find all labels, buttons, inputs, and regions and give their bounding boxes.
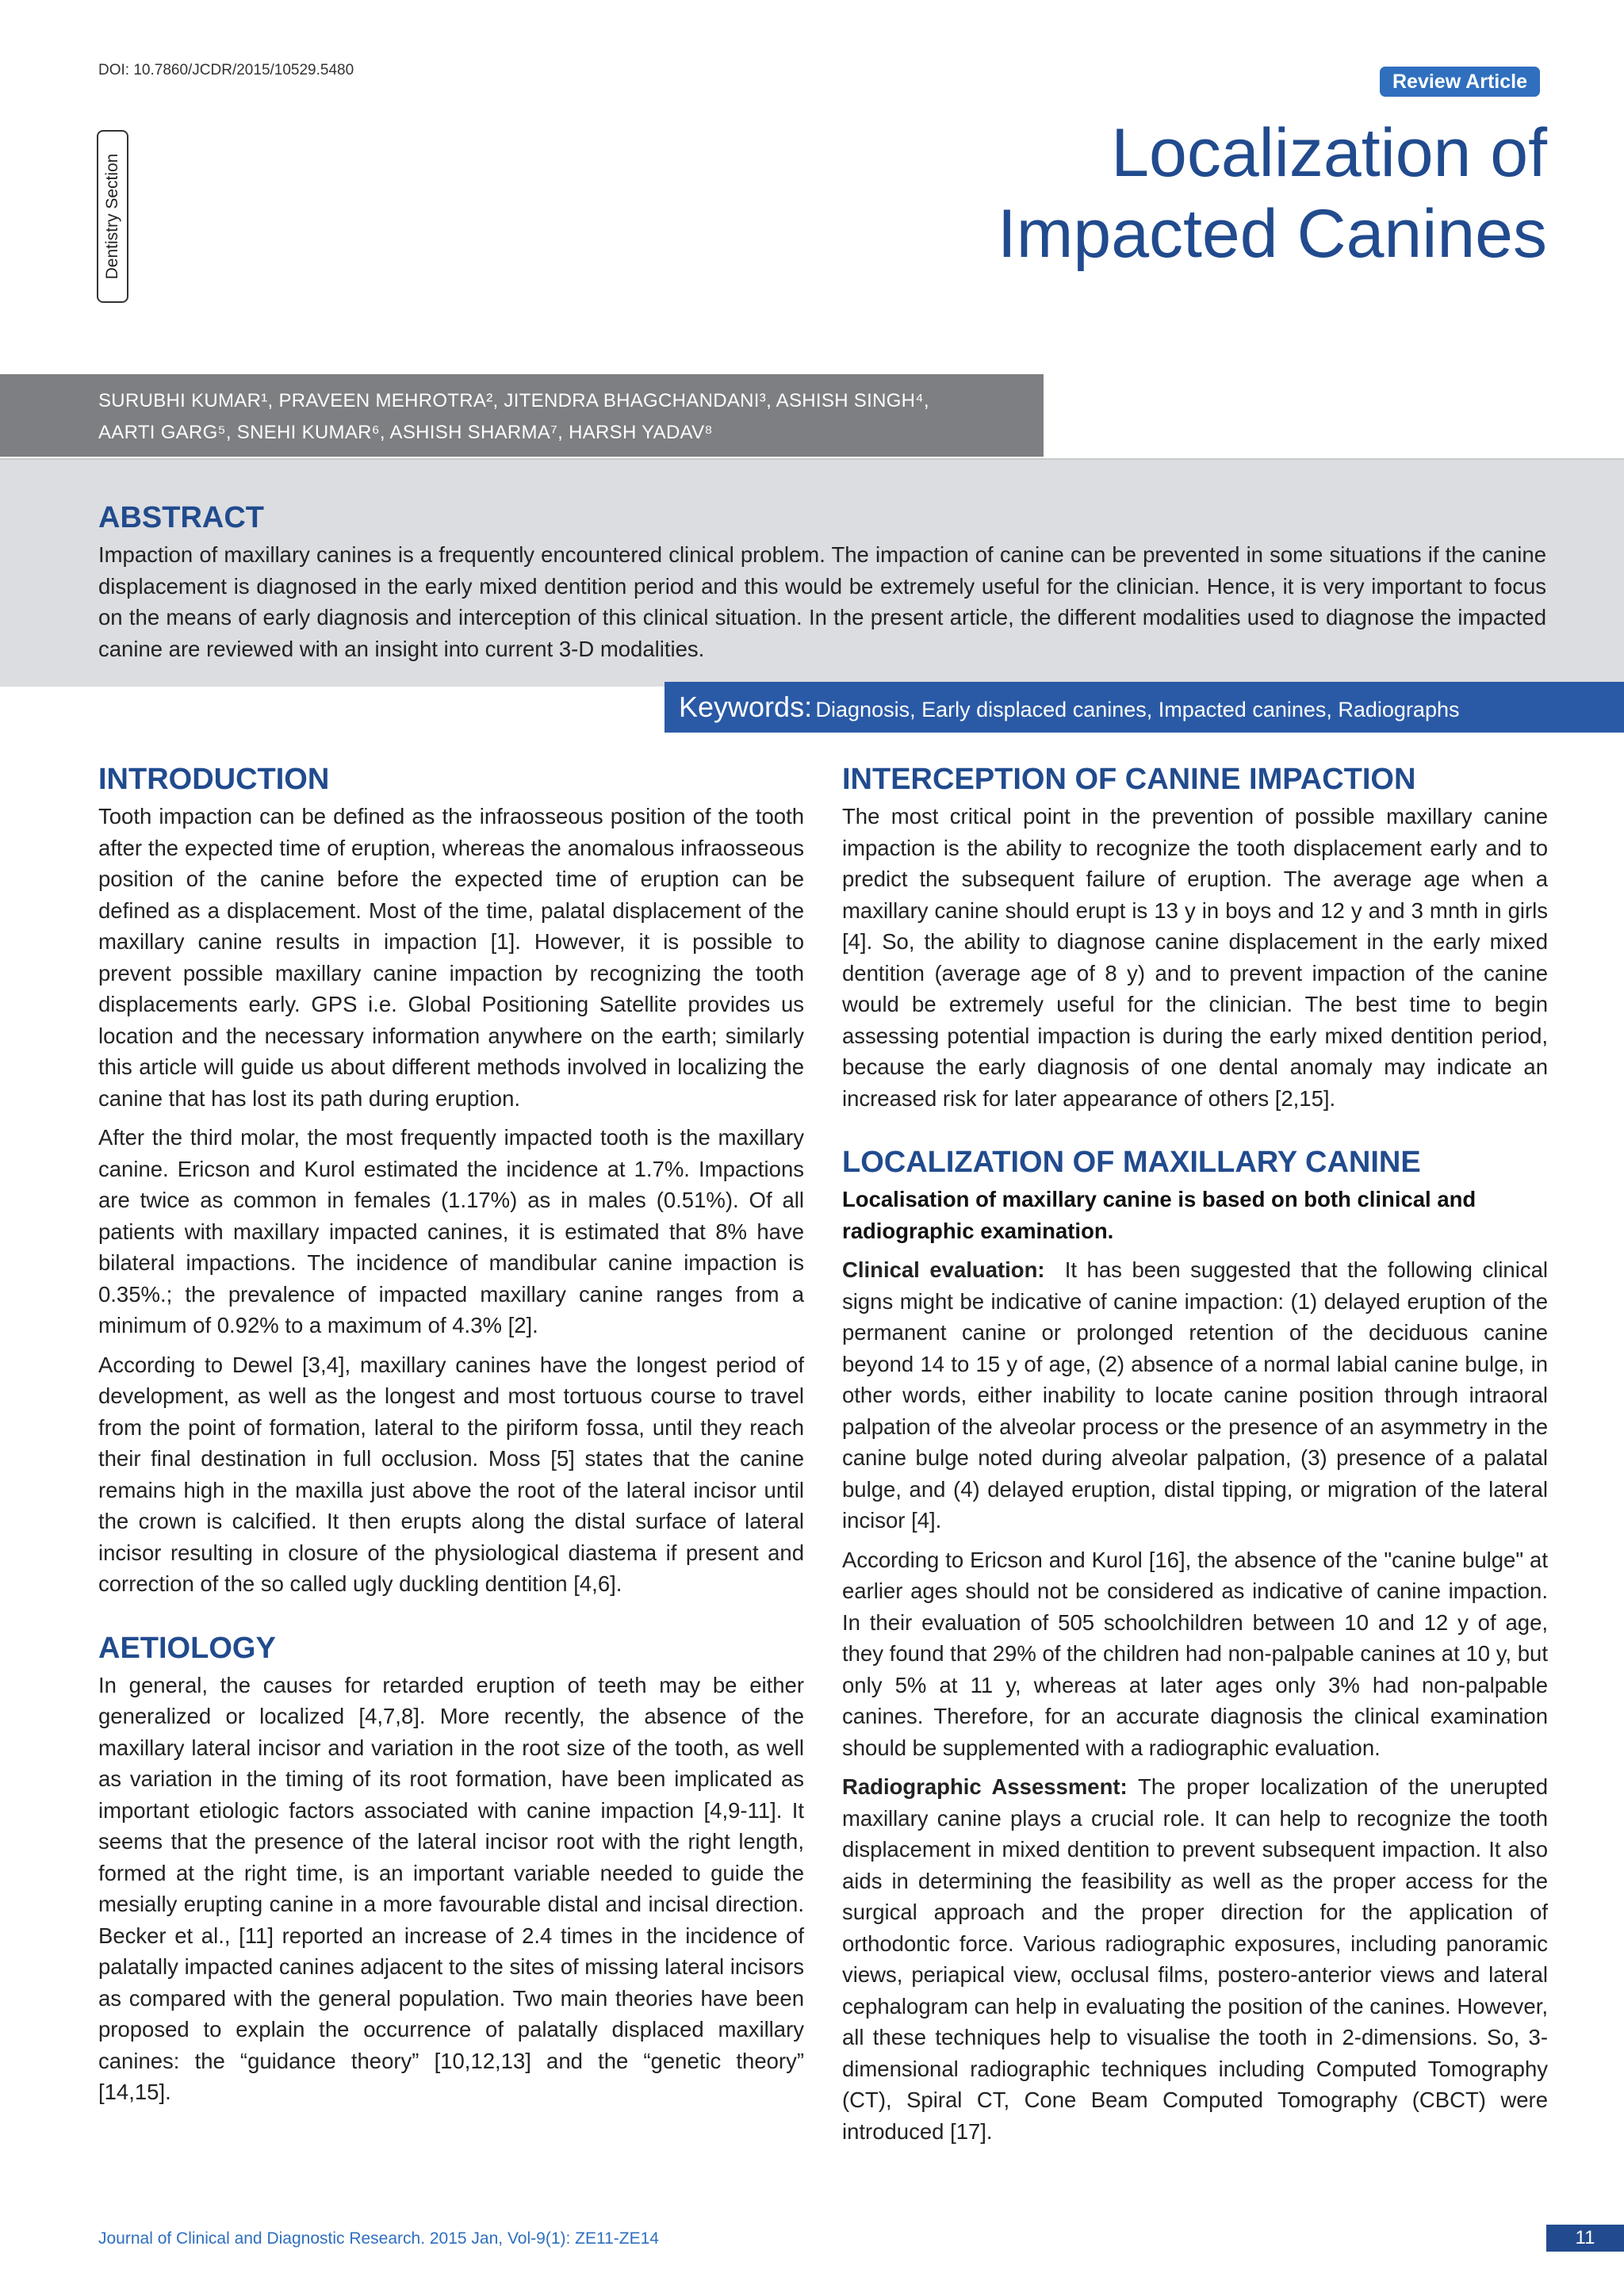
- page-number: 11: [1546, 2225, 1624, 2252]
- introduction-paragraph-3: According to Dewel [3,4], maxillary canines have the longest period of development, as well as the longest and most tortuous course to travel from the point of formation, lateral to the piriform fossa, until they reach their final destination in full occlusion. Moss [5] states that the canine remains high in the maxilla just above the root of the lateral incisor until the crown is calcified. It then erupts along the distal surface of lateral incisor resulting in closure of the physiological diastema if present and correction of the so called ugly duckling dentition [4,6].: [98, 1352, 804, 1596]
- localization-paragraph-2: According to Ericson and Kurol [16], the absence of the "canine bulge" at earlier ages should not be considered as indicative of canine impaction. In their evaluation of 505 schoolchildren between 10 and 12 y of age, they found that 29% of the children had non-palpable canines at 10 y, but only 5% at 11 y, whereas at later ages only 3% had non-palpable canines. Therefore, for an accurate diagnosis the clinical examination should be supplemented with a radiographic evaluation.: [842, 1547, 1548, 1760]
- article-type-badge: Review Article: [1380, 67, 1540, 97]
- article-title: [998, 113, 1547, 274]
- authors-line-1: SURUBHI KUMAR¹, PRAVEEN MEHROTRA², JITENDRA BHAGCHANDANI³, ASHISH SINGH⁴,: [98, 390, 929, 411]
- clinical-evaluation-label: Clinical evaluation:: [842, 1257, 1045, 1282]
- doi: DOI: 10.7860/JCDR/2015/10529.5480: [98, 62, 354, 78]
- introduction-heading: INTRODUCTION: [98, 763, 330, 796]
- right-column: [842, 761, 1548, 2155]
- section-label: Dentistry Section: [103, 153, 121, 280]
- introduction-paragraph-1: Tooth impaction can be defined as the infraosseous position of the tooth after the expected time of eruption, whereas the anomalous infraosseous position of the canine before the expected time of eruption can be defined as a displacement. Most of the time, palatal displacement of the maxillary canine results in impaction [1]. However, it is possible to prevent possible maxillary canine impaction by recognizing the tooth displacements early. GPS i.e. Global Positioning Satellite provides us location and the necessary information anywhere on the earth; similarly this article will guide us about different methods involved in localizing the canine that has lost its path during eruption.: [98, 804, 804, 1111]
- aetiology-paragraph-1: In general, the causes for retarded eruption of teeth may be either generalized or localized [4,7,8]. More recently, the absence of the maxillary lateral incisor and variation in the root size of the tooth, as well as variation in the timing of its root formation, have been implicated as important etiologic factors associated with canine impaction [4,9-11]. It seems that the presence of the lateral incisor root with the right length, formed at the right time, is an important variable needed to guide the mesially erupting canine in a more favourable distal and incisal direction. Becker et al., [11] reported an increase of 2.4 times in the incidence of palatally impacted canines adjacent to the sites of missing lateral incisors as compared with the general population. Two main theories have been proposed to explain the occurrence of palatally displaced maxillary canines: the “guidance theory” [10,12,13] and the “genetic theory” [14,15].: [98, 1672, 804, 2104]
- interception-heading: INTERCEPTION OF CANINE IMPACTION: [842, 763, 1416, 796]
- clinical-evaluation-text: It has been suggested that the following clinical signs might be indicative of canine impaction: (1) delayed eruption of the permanent canine or prolonged retention of the deciduous canine beyond 14 to 15 y of age, (2) absence of a normal labial canine bulge, in other words, either inability to locate canine position through intraoral palpation of the alveolar process or the presence of an asymmetry in the canine bulge noted during alveolar palpation, (3) presence of a palatal bulge, and (4) delayed eruption, distal tipping, or migration of the lateral incisor [4].: [842, 1257, 1548, 1533]
- interception-paragraph-1: The most critical point in the prevention of possible maxillary canine impaction is the ability to recognize the tooth displacement early and to predict the subsequent failure of eruption. The average age when a maxillary canine should erupt is 13 y in boys and 12 y and 3 mnth in girls [4]. So, the ability to diagnose canine displacement in the early mixed dentition (average age of 8 y) and to prevent impaction of the canine would be extremely useful for the clinician. The best time to begin assessing potential impaction is during the early mixed dentition period, because the early diagnosis of one dental anomaly may indicate an increased risk for later appearance of others [2,15].: [842, 804, 1548, 1111]
- keywords: [679, 687, 1459, 734]
- radiographic-assessment-text: The proper localization of the unerupted maxillary canine plays a crucial role. It can help to recognize the tooth displacement in mixed dentition to prevent subsequent impaction. It also aids in determining the feasibility as well as the proper access for the surgical approach and the proper direction for the application of orthodontic force. Various radiographic exposures, including panoramic views, periapical view, occlusal films, postero-anterior views and lateral cephalogram can help in evaluating the position of the canines. However, all these techniques help to visualise the tooth in 2-dimensions. So, 3-dimensional radiographic techniques including Computed Tomography (CT), Spiral CT, Cone Beam Computed Tomography (CBCT) were introduced [17].: [842, 1774, 1548, 2144]
- left-column: [98, 761, 804, 2116]
- abstract-text: Impaction of maxillary canines is a frequently encountered clinical problem. The impaction of canine can be prevented in some situations if the canine displacement is diagnosed in the early mixed dentition period and this would be extremely useful for the clinician. Hence, it is very important to focus on the means of early diagnosis and interception of this clinical situation. In the present article, the different modalities used to diagnose the impacted canine are reviewed with an insight into current 3-D modalities.: [98, 542, 1546, 661]
- abstract-heading: ABSTRACT: [98, 501, 264, 534]
- authors-line-2: AARTI GARG⁵, SNEHI KUMAR⁶, ASHISH SHARMA⁷, HARSH YADAV⁸: [98, 422, 713, 443]
- localization-heading: LOCALIZATION OF MAXILLARY CANINE: [842, 1146, 1421, 1179]
- section-tab: [97, 130, 128, 303]
- clinical-evaluation-paragraph: [842, 1254, 1548, 1536]
- keywords-label: Keywords:: [679, 691, 813, 723]
- introduction-paragraph-2: After the third molar, the most frequently impacted tooth is the maxillary canine. Ericson and Kurol estimated the incidence at 1.7%. Impactions are twice as common in females (1.17%) as in males (0.51%). Of all patients with maxillary impacted canines, it is estimated that 8% have bilateral impactions. The incidence of mandibular canine impaction is 0.35%.; the prevalence of impacted maxillary canine ranges from a minimum of 0.92% to a maximum of 4.3% [2].: [98, 1125, 804, 1337]
- radiographic-assessment-paragraph: [842, 1771, 1548, 2147]
- localization-lead: Localisation of maxillary canine is based on both clinical and radiographic examination.: [842, 1187, 1477, 1243]
- footer-journal: Journal of Clinical and Diagnostic Research. 2015 Jan, Vol-9(1): ZE11-ZE14: [98, 2229, 659, 2248]
- keywords-value: Diagnosis, Early displaced canines, Impacted canines, Radiographs: [815, 698, 1460, 721]
- author-list: [98, 385, 1034, 449]
- radiographic-assessment-label: Radiographic Assessment:: [842, 1774, 1128, 1799]
- aetiology-heading: AETIOLOGY: [98, 1631, 276, 1665]
- title-line-1: Localization of: [1111, 115, 1547, 191]
- title-line-2: Impacted Canines: [997, 196, 1547, 272]
